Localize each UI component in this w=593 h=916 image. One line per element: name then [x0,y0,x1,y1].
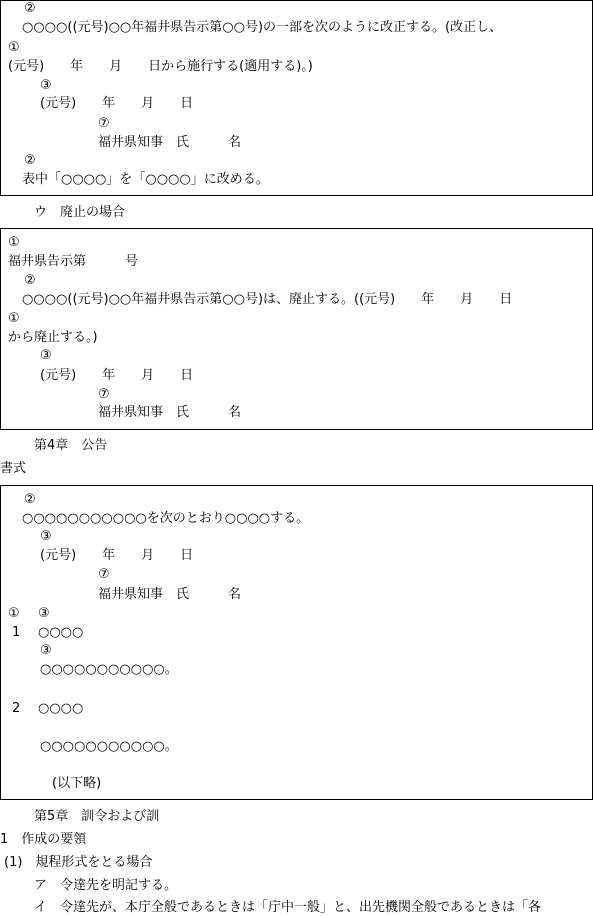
marker-1: ① [8,606,20,621]
item-1-title: ○○○○ [38,625,84,640]
notice-number-line: 福井県告示第 号 [8,254,139,269]
amendment-text-line: ○○○○((元号)○○年福井県告示第○○号)の一部を次のように改正する。(改正し、 [22,20,503,35]
date-line: (元号) 年 月 日 [40,96,194,111]
marker-2: ② [24,492,36,507]
item-1-number: 1 [12,625,21,640]
marker-3: ③ [40,643,52,658]
signer-line: 福井県知事 氏 名 [98,587,242,602]
chapter-4-heading: 第4章 公告 [34,438,108,453]
item-2-number: 2 [12,701,21,716]
marker-7: ⑦ [98,567,110,582]
marker-1: ① [8,311,20,326]
marker-7: ⑦ [98,387,110,402]
repeal-heading: ウ 廃止の場合 [34,205,126,220]
chapter-5-heading: 第5章 訓令および訓 [34,809,160,824]
item-a: ア 令達先を明記する。 [34,878,178,893]
marker-3: ③ [40,348,52,363]
repeal-effective-line: から廃止する。) [8,330,98,345]
item-2-title: ○○○○ [38,701,84,716]
signer-line: 福井県知事 氏 名 [98,135,242,150]
table-change-line: 表中「○○○○」を「○○○○」に改める。 [22,172,269,187]
format-label: 書式 [0,461,27,476]
date-line: (元号) 年 月 日 [40,368,194,383]
section-1-heading: 1 作成の要領 [0,832,87,847]
signer-line: 福井県知事 氏 名 [98,405,242,420]
item-i: イ 令達先が、本庁全般であるときは「庁中一般」と、出先機関全般であるときは「各 [34,900,542,915]
marker-2: ② [24,273,36,288]
amendment-effective-line: (元号) 年 月 日から施行する(適用する)。) [8,59,313,74]
repeal-text-line: ○○○○((元号)○○年福井県告示第○○号)は、廃止する。((元号) 年 月 日 [22,292,513,307]
marker-2: ② [24,153,36,168]
marker-3: ③ [40,529,52,544]
marker-1: ① [8,40,20,55]
subsection-1-heading: (1) 規程形式をとる場合 [4,855,153,870]
marker-1: ① [8,235,20,250]
item-1-body: ○○○○○○○○○○○。 [40,662,178,677]
date-line: (元号) 年 月 日 [40,548,194,563]
marker-3: ③ [38,606,50,621]
omitted-note: (以下略) [52,776,102,791]
item-2-body: ○○○○○○○○○○○。 [40,739,178,754]
notice-text-line: ○○○○○○○○○○○を次のとおり○○○○する。 [22,511,310,526]
marker-7: ⑦ [98,116,110,131]
marker-2: ② [24,1,36,16]
marker-3: ③ [40,78,52,93]
